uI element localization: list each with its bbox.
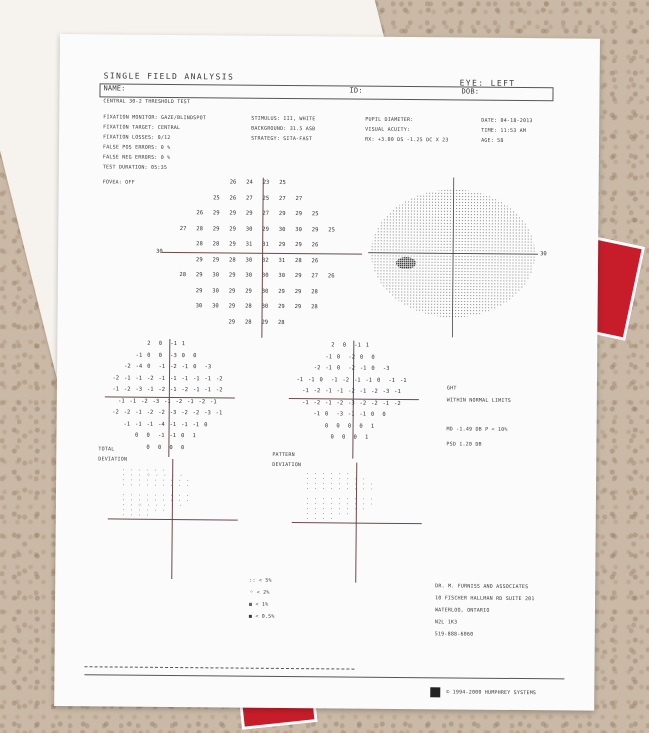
- rx: RX: +3.00 DS -1.25 DC X 23: [365, 136, 449, 144]
- pattern-dev-value: -1: [359, 411, 367, 418]
- pattern-dev-value: 0: [353, 434, 357, 441]
- threshold-map-value: 31: [245, 241, 253, 248]
- pattern-dev-value: 0: [376, 377, 381, 384]
- legend-half-percent: ■ < 0.5%: [248, 613, 275, 620]
- pattern-dev-value: 0: [359, 423, 363, 430]
- pattern-dev-value: -2: [313, 399, 321, 406]
- total-dev-value: -1: [146, 421, 154, 428]
- total-deviation-map: [104, 338, 235, 457]
- threshold-map-value: 29: [229, 210, 237, 217]
- total-dev-value: 0: [181, 352, 186, 359]
- practice-address: [435, 583, 535, 639]
- pattern-dev-value: -2: [348, 365, 355, 372]
- pattern-dev-value: -1: [325, 388, 332, 395]
- threshold-map-value: 29: [294, 273, 302, 280]
- probability-legend: [249, 578, 275, 621]
- threshold-map-value: 28: [295, 257, 302, 264]
- total-dev-value: -1: [146, 386, 154, 393]
- pattern-deviation-map: [288, 340, 419, 459]
- pattern-dev-value: -1: [359, 365, 367, 372]
- params-stimulus: [251, 116, 315, 144]
- pattern-dev-value: -2: [348, 388, 355, 395]
- threshold-map-value: 29: [295, 242, 302, 249]
- pattern-dev-value: -1: [353, 377, 361, 384]
- total-dev-value: 1: [192, 433, 196, 440]
- threshold-map-value: 30: [278, 272, 286, 279]
- total-dev-value: 0: [193, 352, 197, 359]
- threshold-map-value: 30: [245, 272, 253, 279]
- threshold-map-value: 25: [262, 195, 270, 202]
- total-dev-value: -1: [192, 421, 200, 428]
- md-value: MD -1.49 DB P < 10%: [446, 426, 508, 433]
- false-pos-errors: FALSE POS ERRORS: 0 %: [102, 144, 171, 151]
- pattern-dev-value: -3: [382, 388, 390, 395]
- pattern-dev-value: 0: [371, 354, 375, 361]
- pattern-dev-value: 0: [330, 434, 334, 441]
- threshold-map-value: 29: [229, 225, 236, 233]
- total-dev-value: -2: [215, 375, 223, 382]
- total-dev-value: -2: [198, 398, 206, 405]
- pattern-dev-value: 0: [336, 353, 341, 360]
- total-dev-value: -1: [181, 421, 188, 428]
- total-dev-value: -1: [169, 432, 177, 440]
- threshold-map-value: 29: [278, 303, 285, 310]
- pattern-dev-value: 1: [370, 423, 375, 430]
- threshold-map-value: 28: [179, 272, 187, 279]
- pattern-dev-value: -1: [296, 376, 304, 383]
- threshold-map-value: 29: [228, 318, 236, 326]
- total-dev-value: -1: [135, 352, 143, 359]
- total-dev-value: -1: [169, 386, 177, 394]
- false-neg-errors: FALSE NEG ERRORS: 0 %: [102, 154, 171, 161]
- total-dev-value: -1: [135, 421, 142, 428]
- total-dev-value: 0: [146, 444, 150, 451]
- total-dev-value: -4: [135, 363, 143, 370]
- total-dev-value: -1: [204, 387, 212, 394]
- total-dev-value: -1: [215, 410, 223, 417]
- pattern-dev-value: -2: [359, 400, 367, 407]
- threshold-map-value: 30: [212, 287, 219, 294]
- pattern-dev-value: -2: [394, 400, 401, 407]
- total-dev-value: -1: [158, 375, 166, 382]
- pattern-dev-value: -2: [371, 400, 378, 407]
- pattern-dev-value: -1: [365, 377, 373, 384]
- total-dev-value: -3: [169, 409, 177, 417]
- threshold-map-value: 28: [244, 319, 252, 326]
- total-dev-value: -3: [204, 364, 212, 371]
- total-dev-value: -2: [123, 409, 131, 416]
- total-label: TOTAL: [98, 446, 115, 453]
- threshold-map-value: 29: [245, 210, 253, 217]
- total-dev-value: 0: [147, 363, 151, 370]
- pattern-deviation-probability-plot: · · · · · · · · · · · · · · · · · · · · · · · · · · · · · · · · · · · · · · · · · · · · · · · · · · · · · · · · · · · · · · · · · · · ·: [291, 462, 422, 583]
- total-dev-value: -1: [170, 340, 177, 348]
- threshold-map-value: 32: [262, 257, 269, 264]
- threshold-map-value: 28: [212, 241, 220, 248]
- threshold-map-value: 28: [311, 304, 318, 311]
- total-dev-value: -1: [181, 364, 189, 371]
- total-dev-value: 0: [204, 421, 208, 428]
- threshold-map-value: 28: [229, 256, 236, 264]
- params-date: [481, 118, 533, 145]
- threshold-map-value: 29: [212, 210, 220, 217]
- total-dev-value: -1: [129, 398, 137, 405]
- practice-name: DR. M. FURNISS AND ASSOCIATES: [435, 583, 529, 591]
- total-dev-value: -2: [146, 375, 154, 382]
- practice-phone: 519-888-6060: [434, 631, 474, 638]
- total-dev-value: -1: [210, 398, 217, 405]
- pattern-dev-value: 1: [365, 342, 370, 349]
- total-dev-value: 0: [158, 352, 163, 359]
- threshold-map-value: 29: [196, 256, 203, 263]
- pattern-dev-value: -2: [336, 399, 344, 406]
- threshold-map-value: 26: [311, 257, 319, 264]
- dob-label: DOB:: [461, 87, 480, 96]
- total-dev-value: -1: [158, 363, 166, 370]
- threshold-map-value: 24: [246, 179, 253, 186]
- threshold-map-value: 26: [229, 179, 237, 186]
- pattern-dev-value: 0: [342, 342, 347, 349]
- total-dev-value: -2: [192, 410, 200, 417]
- threshold-map-value: 29: [228, 303, 236, 310]
- pattern-dev-value: -1: [382, 400, 390, 407]
- pattern-deviation-label: DEVIATION: [272, 461, 302, 469]
- total-dev-value: -1: [169, 421, 177, 428]
- test-type: CENTRAL 30-2 THRESHOLD TEST: [103, 98, 191, 106]
- threshold-map-value: 29: [294, 304, 302, 311]
- signature-line: [84, 658, 354, 669]
- total-dev-value: -2: [158, 409, 165, 416]
- stimulus: STIMULUS: III, WHITE: [251, 115, 316, 123]
- pattern-dev-value: -1: [354, 342, 361, 349]
- total-dev-value: -2: [123, 386, 131, 393]
- pattern-dev-value: -1: [399, 377, 407, 384]
- total-dev-value: 0: [193, 364, 197, 371]
- total-dev-value: -2: [112, 374, 120, 382]
- pattern-dev-value: 0: [347, 423, 352, 430]
- threshold-map-value: 29: [294, 288, 302, 295]
- threshold-map-value: 30: [212, 303, 219, 310]
- pattern-dev-value: -2: [313, 365, 321, 372]
- threshold-side-label: 30: [156, 248, 163, 255]
- total-dev-value: -2: [112, 409, 119, 416]
- threshold-map-value: 29: [212, 256, 220, 263]
- total-dev-value: -2: [181, 410, 188, 417]
- threshold-map-value: 26: [327, 273, 335, 280]
- threshold-map-value: 28: [277, 319, 285, 326]
- total-deviation-label: DEVIATION: [98, 456, 128, 463]
- total-dev-value: -1: [135, 409, 142, 416]
- threshold-map-value: 31: [262, 241, 269, 248]
- test-duration: TEST DURATION: 05:35: [102, 164, 168, 171]
- threshold-map-value: 27: [246, 195, 253, 202]
- threshold-map-value: 25: [311, 211, 319, 218]
- pattern-dev-value: 0: [370, 411, 375, 418]
- copyright: © 1994-2000 HUMPHREY SYSTEMS: [446, 689, 537, 697]
- pattern-dev-value: 0: [371, 365, 375, 372]
- threshold-map-value: 27: [279, 195, 286, 202]
- pattern-dev-value: -1: [388, 377, 396, 384]
- total-dev-value: -1: [192, 387, 200, 394]
- params-pupil: [365, 117, 449, 145]
- pattern-dev-value: -2: [342, 376, 350, 384]
- pattern-dev-value: 0: [324, 411, 329, 418]
- total-dev-value: -3: [204, 410, 211, 417]
- pattern-dev-value: -1: [330, 376, 338, 383]
- threshold-map-value: 28: [196, 225, 203, 232]
- visual-field-report: [54, 34, 600, 711]
- total-deviation-probability-plot: · · · · · · · · · ⁘ · · · · · · · · · · · · · · · · · · · · · · · · · · · · · · · · · · · · · · · · · · ⁘ · · · · · · · · · · · · · · ·: [107, 458, 238, 579]
- grayscale-axis-label: 30: [540, 251, 547, 258]
- total-dev-value: -1: [112, 386, 120, 393]
- test-time: TIME: 11:53 AM: [481, 127, 527, 135]
- grayscale-plot: [367, 177, 538, 338]
- threshold-map-value: 29: [311, 226, 319, 233]
- threshold-map-value: 29: [228, 287, 236, 295]
- practice-postal: N2L 1K3: [434, 619, 458, 626]
- humphrey-logo-icon: [430, 687, 440, 697]
- threshold-map-value: 30: [212, 272, 220, 279]
- threshold-map-value: 29: [278, 210, 286, 217]
- total-dev-value: -2: [124, 363, 131, 370]
- threshold-map-value: 30: [261, 288, 269, 295]
- grayscale-map: [367, 177, 547, 338]
- pattern-dev-value: 0: [336, 365, 341, 372]
- pattern-dev-value: -2: [371, 388, 378, 395]
- name-label: NAME:: [103, 84, 126, 93]
- threshold-map-value: 30: [245, 257, 253, 264]
- eye-label: EYE: LEFT: [459, 78, 516, 88]
- total-dev-value: -2: [181, 387, 189, 394]
- total-dev-value: -2: [146, 409, 154, 416]
- threshold-map-value: 29: [262, 226, 269, 233]
- pattern-dev-value: -1: [325, 365, 332, 372]
- visual-acuity: VISUAL ACUITY:: [365, 126, 411, 134]
- report-title: SINGLE FIELD ANALYSIS: [103, 71, 235, 82]
- threshold-map-value: 29: [278, 241, 286, 248]
- threshold-map-value: 30: [295, 226, 302, 233]
- test-date: DATE: 04-18-2013: [481, 117, 533, 125]
- id-label: ID:: [349, 86, 363, 95]
- total-dev-value: -1: [204, 375, 212, 382]
- footer-rule: [84, 674, 564, 679]
- threshold-map-value: 27: [262, 210, 270, 217]
- total-dev-value: 0: [157, 444, 162, 451]
- threshold-map-value: 26: [196, 210, 204, 217]
- total-dev-value: 0: [180, 433, 185, 440]
- threshold-map: [156, 177, 362, 339]
- total-dev-value: -4: [158, 421, 165, 428]
- pattern-dev-value: -3: [348, 400, 355, 407]
- fixation-losses: FIXATION LOSSES: 0/12: [103, 134, 171, 141]
- pattern-dev-value: -2: [313, 388, 321, 395]
- threshold-map-value: 27: [311, 273, 319, 280]
- pattern-dev-value: -1: [347, 411, 355, 418]
- threshold-map-value: 30: [261, 272, 269, 279]
- threshold-map-value: 27: [179, 225, 187, 232]
- threshold-map-value: 30: [195, 303, 203, 310]
- threshold-map-value: 30: [245, 226, 253, 233]
- threshold-map-value: 29: [261, 319, 269, 326]
- total-dev-value: -1: [135, 375, 143, 382]
- total-dev-value: -1: [123, 421, 131, 428]
- strategy: STRATEGY: SITA-FAST: [251, 135, 313, 143]
- pattern-dev-value: 0: [324, 422, 329, 429]
- pattern-dev-value: -3: [336, 411, 344, 418]
- pattern-dev-value: 0: [382, 411, 386, 418]
- total-dev-value: -1: [123, 375, 131, 382]
- pattern-dev-value: -1: [302, 399, 309, 406]
- legend-5-percent: :: < 5%: [249, 577, 272, 584]
- total-dev-value: -2: [215, 387, 223, 394]
- ght-result: WITHIN NORMAL LIMITS: [446, 397, 512, 404]
- total-dev-value: -1: [187, 398, 194, 405]
- pattern-dev-value: 0: [359, 354, 364, 361]
- pattern-dev-value: 0: [319, 376, 323, 383]
- pattern-dev-value: -1: [336, 388, 344, 395]
- fixation-target: FIXATION TARGET: CENTRAL: [103, 124, 181, 132]
- pupil-diameter: PUPIL DIAMETER:: [365, 116, 414, 124]
- threshold-map-value: 25: [279, 179, 286, 186]
- threshold-map-value: 30: [278, 226, 286, 233]
- total-dev-value: -1: [157, 432, 165, 439]
- pattern-dev-value: -1: [325, 353, 333, 360]
- pattern-dev-value: -1: [359, 388, 367, 395]
- total-dev-value: -3: [170, 352, 177, 359]
- threshold-map-value: 28: [311, 288, 318, 295]
- total-dev-value: 0: [180, 444, 185, 451]
- total-dev-value: 0: [147, 352, 151, 359]
- legend-1-percent: ▦ < 1%: [249, 601, 269, 608]
- ght-label: GHT: [446, 385, 457, 392]
- pattern-dev-value: -1: [307, 376, 315, 383]
- total-dev-value: -1: [169, 375, 177, 382]
- total-dev-value: 0: [134, 432, 139, 439]
- threshold-map-value: 29: [278, 288, 285, 295]
- pattern-dev-value: 0: [336, 422, 340, 429]
- threshold-map-value: 29: [295, 211, 303, 218]
- pattern-dev-value: -2: [348, 354, 356, 361]
- threshold-map-value: 30: [261, 303, 269, 310]
- threshold-map-value: 26: [229, 194, 237, 202]
- background-level: BACKGROUND: 31.5 ASB: [251, 125, 316, 133]
- pattern-dev-value: 2: [331, 342, 335, 349]
- total-dev-value: -2: [175, 398, 183, 405]
- patient-age: AGE: 58: [481, 137, 504, 144]
- practice-street: 10 FISCHER HALLMAN RD SUITE 201: [435, 595, 535, 603]
- total-dev-value: -1: [164, 398, 171, 405]
- pattern-dev-value: -1: [302, 388, 309, 395]
- threshold-map-value: 29: [228, 272, 236, 279]
- psd-value: PSD 1.20 DB: [446, 441, 482, 448]
- total-dev-value: 1: [181, 341, 186, 348]
- fovea: FOVEA: OFF: [102, 179, 135, 186]
- pattern-dev-value: -1: [325, 399, 332, 406]
- threshold-map-value: 28: [196, 241, 203, 248]
- pattern-dev-value: -1: [394, 388, 401, 395]
- total-dev-value: -2: [141, 398, 148, 405]
- total-dev-value: 0: [146, 432, 150, 439]
- threshold-map-value: 31: [278, 257, 286, 264]
- fixation-monitor: FIXATION MONITOR: GAZE/BLINDSPOT: [103, 114, 207, 122]
- legend-2-percent: ⁘ < 2%: [249, 589, 270, 596]
- pattern-dev-value: 1: [364, 434, 369, 441]
- threshold-map-value: 29: [195, 272, 203, 279]
- pattern-label: PATTERN: [272, 451, 295, 459]
- total-dev-value: -1: [192, 375, 200, 382]
- total-dev-value: -1: [181, 375, 189, 382]
- threshold-map-value: 29: [212, 225, 220, 232]
- threshold-map-value: 25: [328, 226, 335, 233]
- pattern-dev-value: -3: [382, 365, 390, 372]
- threshold-map-value: 29: [195, 287, 203, 294]
- threshold-map-value: 23: [262, 179, 270, 186]
- threshold-map-value: 29: [245, 288, 252, 295]
- total-dev-value: -2: [170, 363, 177, 371]
- total-dev-value: -3: [152, 398, 160, 405]
- threshold-map-value: 25: [213, 194, 220, 201]
- total-dev-value: 2: [147, 340, 151, 347]
- summary: [446, 385, 511, 449]
- total-dev-value: -3: [135, 386, 143, 393]
- threshold-map-value: 27: [295, 195, 303, 202]
- threshold-map-value: 26: [311, 242, 319, 249]
- practice-city: WATERLOO, ONTARIO: [434, 607, 490, 614]
- threshold-map-value: 28: [245, 303, 252, 310]
- total-dev-value: 0: [158, 340, 163, 347]
- pattern-dev-value: -1: [313, 411, 321, 418]
- total-dev-value: 0: [169, 444, 173, 451]
- total-dev-value: -2: [158, 386, 166, 393]
- threshold-map-value: 29: [229, 241, 236, 248]
- pattern-dev-value: 0: [341, 434, 346, 441]
- total-dev-value: -1: [118, 398, 125, 405]
